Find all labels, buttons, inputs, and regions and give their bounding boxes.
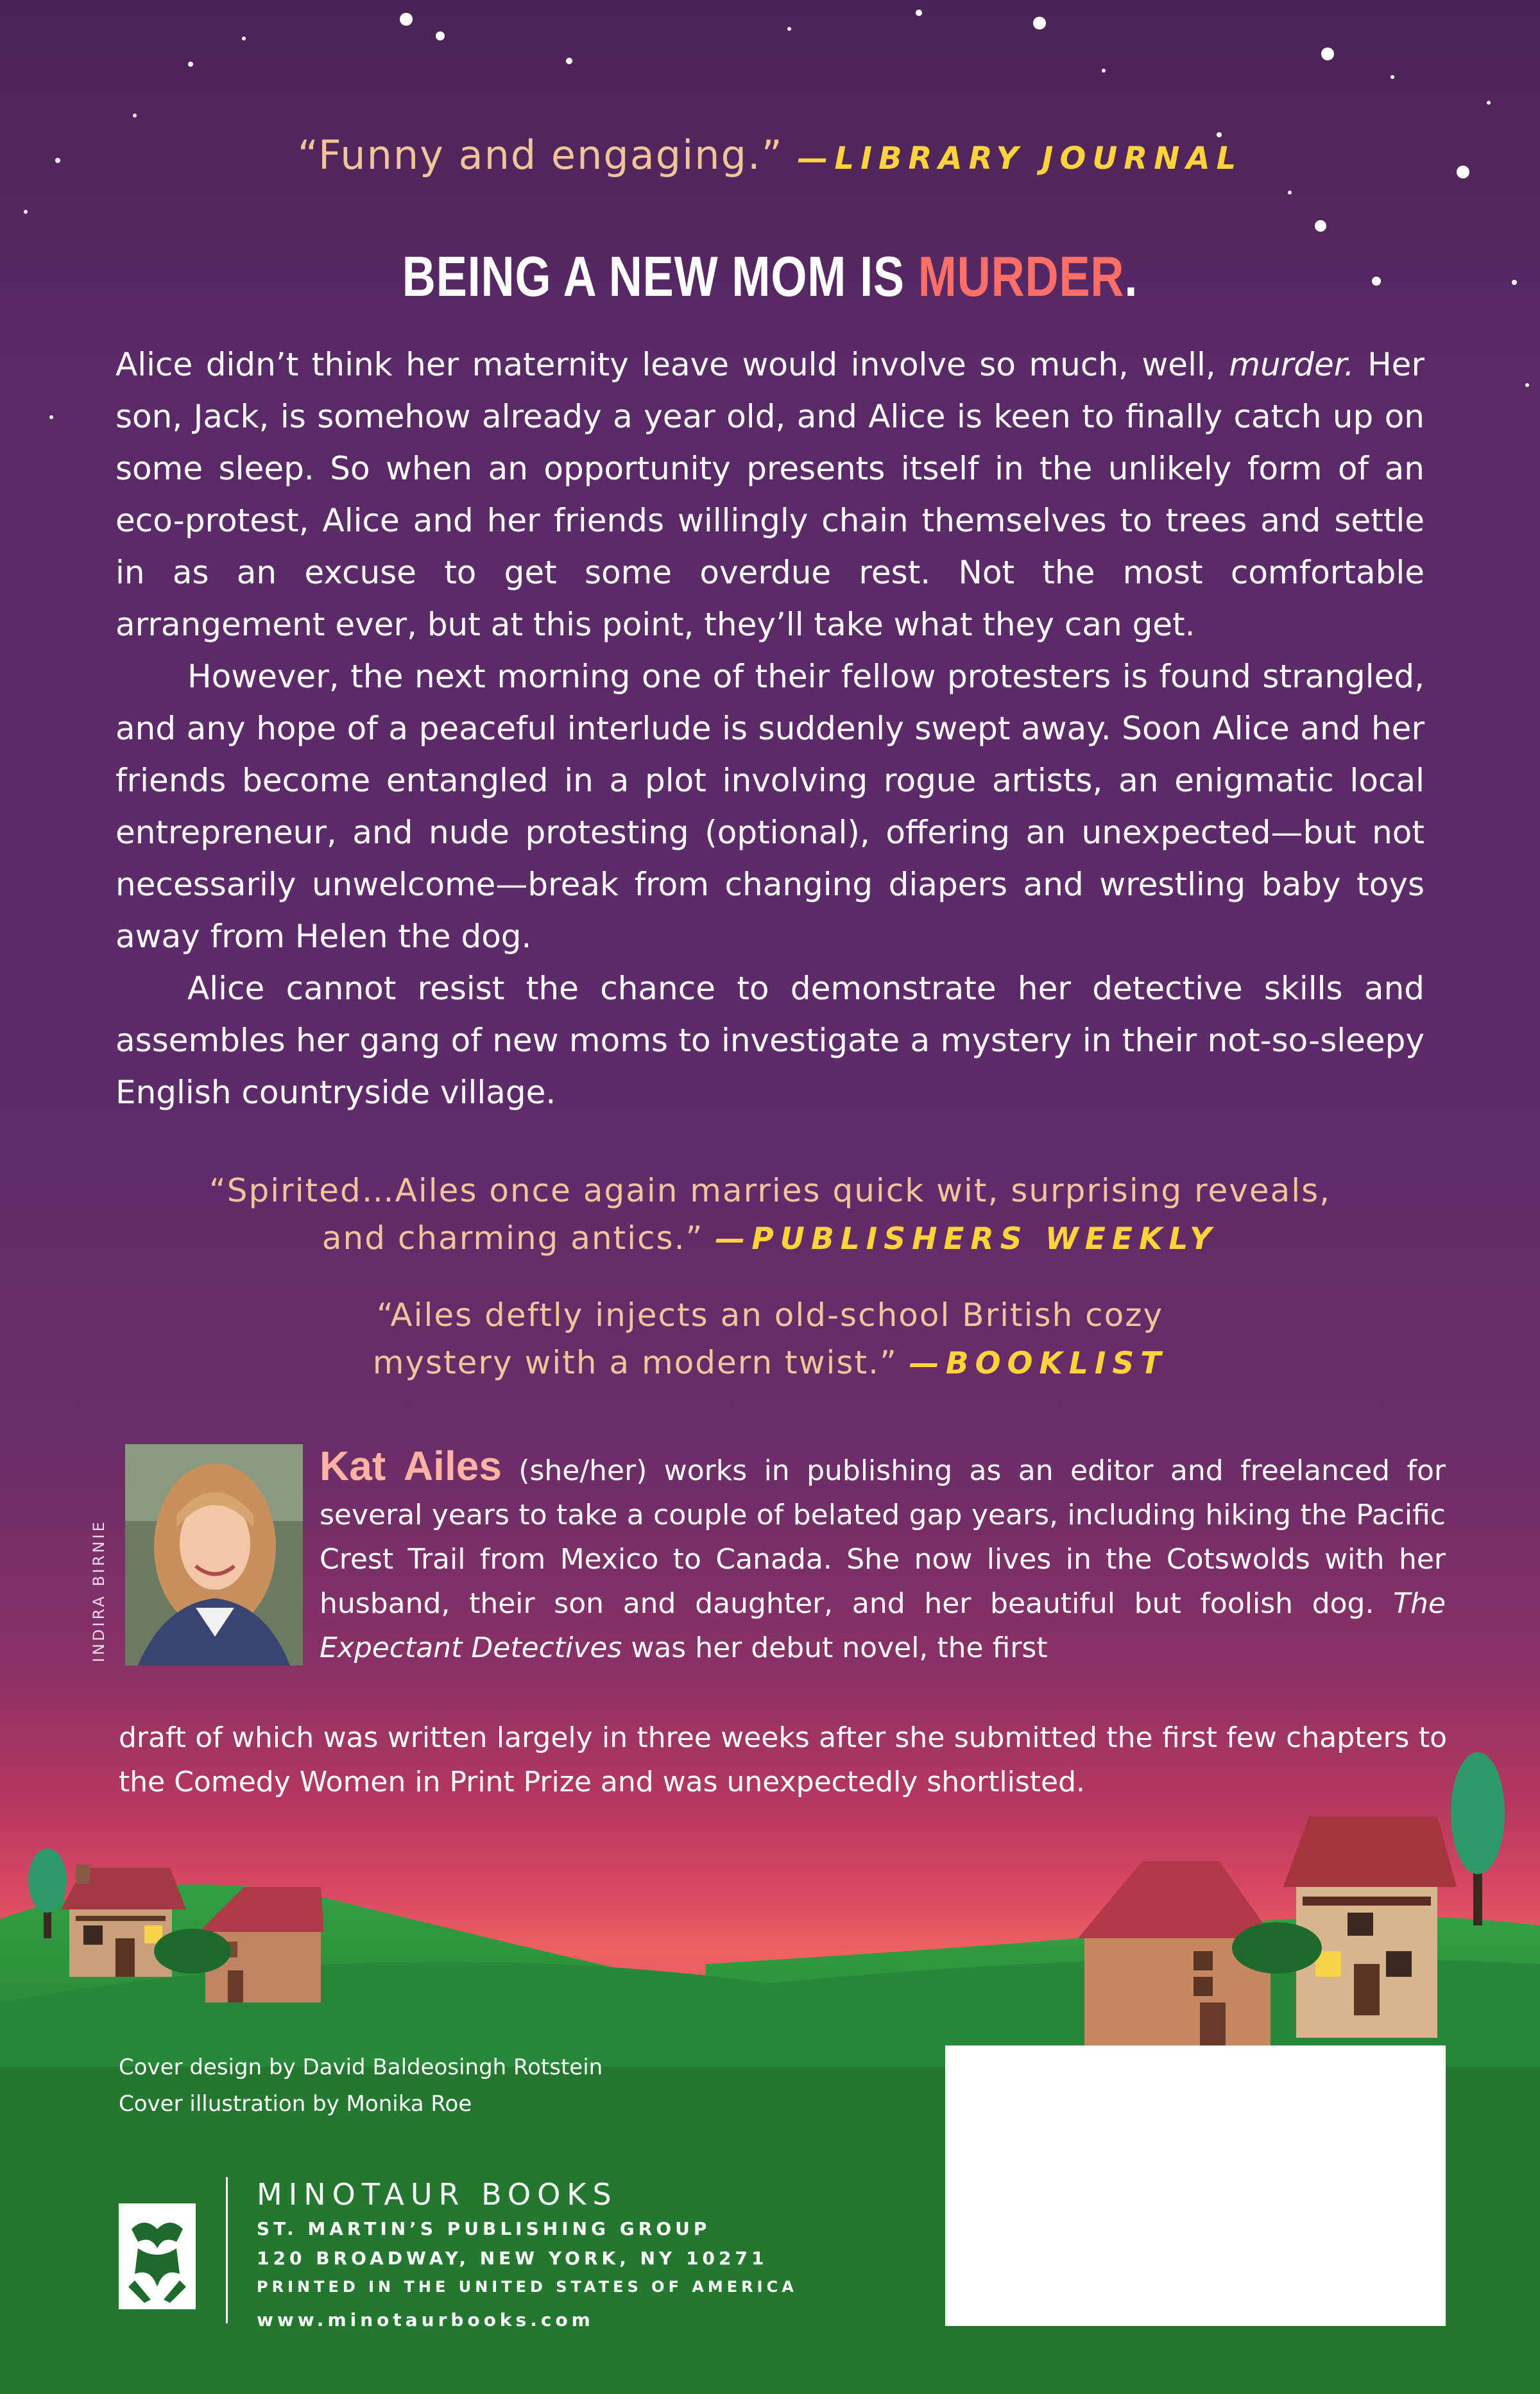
quote-line: “Spirited…Ailes once again marries quick wit, surprising reveals, <box>209 1172 1331 1209</box>
minotaur-logo-icon <box>119 2203 196 2309</box>
review-quote-booklist <box>0 1291 1540 1388</box>
star-icon <box>566 58 572 64</box>
book-blurb <box>116 339 1425 1119</box>
quote-text: “Funny and engaging.” <box>297 132 798 178</box>
headline-text: BEING A NEW MOM IS <box>402 245 918 308</box>
star-icon <box>436 31 445 40</box>
headline-punct: . <box>1124 245 1138 308</box>
bio-text: was her debut novel, the first <box>622 1632 1048 1664</box>
author-bio-continued: draft of which was written largely in three weeks after she submitted the first few chapters to the Comedy Women in Print Prize and was unexpectedly shortlisted. <box>119 1721 1447 1798</box>
cover-credits <box>119 2049 603 2123</box>
photo-credit: INDIRA BIRNIE <box>90 1519 108 1662</box>
author-name: Kat Ailes <box>320 1443 502 1489</box>
headline-highlight: MURDER <box>918 245 1125 308</box>
star-icon <box>1288 191 1292 194</box>
star-icon <box>49 415 53 419</box>
review-quote-publishers-weekly <box>0 1167 1540 1263</box>
publisher-address: 120 BROADWAY, NEW YORK, NY 10271 <box>257 2248 768 2269</box>
quote-line: and charming antics.” <box>321 1219 715 1257</box>
blurb-paragraph-2: However, the next morning one of their fellow protesters is found strangled, and any hope of a peaceful interlude is suddenly swept away. Soon Alice and her friends become entangled in a plot involving rogue artists, an enigmatic local entrepreneur, and nude protesting (optional), offering an unexpected—but not necessarily unwelcome—break from changing diapers and wrestling baby toys away from Helen the dog. <box>116 658 1425 955</box>
star-icon <box>1487 101 1491 105</box>
star-icon <box>1315 220 1326 232</box>
star-icon <box>1033 17 1046 30</box>
star-icon <box>133 114 137 117</box>
publisher-info <box>257 2174 798 2330</box>
house-icon <box>1283 1816 1457 2038</box>
author-photo <box>125 1444 303 1666</box>
author-bio <box>320 1444 1446 1670</box>
cover-design-credit: Cover design by David Baldeosingh Rotstein <box>119 2054 603 2080</box>
star-icon <box>1102 69 1106 73</box>
star-icon <box>1525 383 1529 387</box>
star-icon <box>916 10 922 16</box>
quote-source: —PUBLISHERS WEEKLY <box>715 1221 1219 1257</box>
publisher-divider <box>226 2177 228 2323</box>
star-icon <box>1321 47 1334 60</box>
bio-text: (she/her) works in publishing as an editor and freelanced for several years to take a couple of belated gap years, including hiking the Pacific Crest Trail from Mexico to Canada. She now lives in the Cotswolds with her husband, their son and daughter, and her beautiful but foolish dog. <box>320 1454 1446 1620</box>
quote-line: “Ailes deftly injects an old-school British cozy <box>376 1296 1164 1334</box>
blurb-text: Her son, Jack, is somehow already a year old, and Alice is keen to finally catch up on some sleep. So when an opportunity presents itself in the unlikely form of an eco-protest, Alice and her friends willingly chain themselves to trees and settle in as an excuse to get some overdue rest. Not the most comfortable arrangement ever, but at this point, they’ll take what they can get. <box>116 346 1425 643</box>
publisher-url[interactable]: www.minotaurbooks.com <box>257 2309 594 2330</box>
star-icon <box>242 37 246 40</box>
quote-source: —BOOKLIST <box>909 1346 1168 1381</box>
cover-illustration-credit: Cover illustration by Monika Roe <box>119 2091 472 2117</box>
blurb-paragraph-3: Alice cannot resist the chance to demonstrate her detective skills and assembles her gang of new moms to investigate a mystery in their not-so-sleepy English countryside village. <box>116 970 1425 1111</box>
publisher-name: MINOTAUR BOOKS <box>257 2177 618 2212</box>
blurb-paragraph-1 <box>116 339 1425 651</box>
star-icon <box>1390 75 1394 79</box>
tree-icon <box>1451 1752 1505 1925</box>
star-icon <box>188 62 193 67</box>
star-icon <box>787 27 791 31</box>
quote-source: —LIBRARY JOURNAL <box>797 141 1243 177</box>
barcode-area <box>945 2045 1446 2326</box>
star-icon <box>24 210 28 214</box>
publisher-group: ST. MARTIN’S PUBLISHING GROUP <box>257 2218 711 2239</box>
printed-in: PRINTED IN THE UNITED STATES OF AMERICA <box>257 2278 798 2296</box>
top-review-quote <box>0 132 1540 178</box>
star-icon <box>1512 280 1517 285</box>
blurb-italic: murder. <box>1229 346 1355 383</box>
headline <box>139 244 1401 309</box>
star-icon <box>400 13 413 26</box>
quote-line: mystery with a modern twist.” <box>372 1344 909 1381</box>
blurb-text: Alice didn’t think her maternity leave would involve so much, well, <box>116 346 1229 383</box>
book-title: The Expectant Detectives <box>320 1587 1446 1664</box>
